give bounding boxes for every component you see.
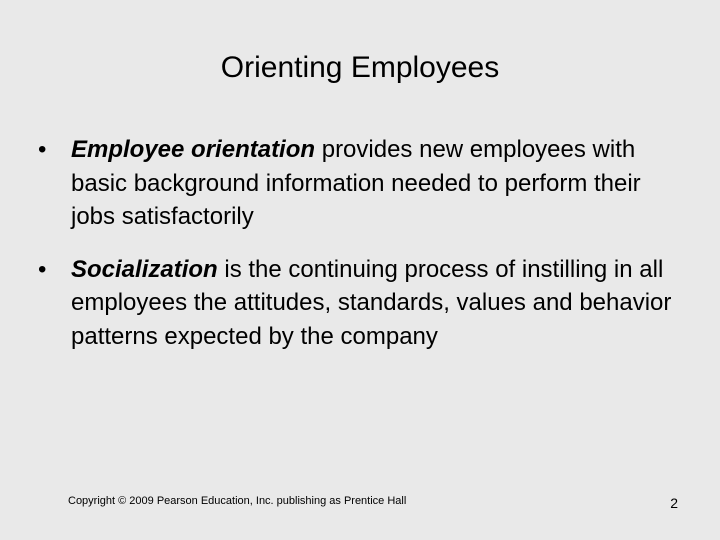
bullet-marker: • [38, 136, 47, 163]
page-number: 2 [670, 495, 678, 511]
bullet-text: provides new employees with basic background information needed to perform their jobs satisfactorily [71, 136, 641, 230]
bullet-term: Employee orientation [71, 136, 316, 163]
bullet-term: Socialization [71, 255, 218, 283]
bullet-marker: • [38, 255, 47, 283]
bullet-item-employee-orientation [38, 133, 688, 234]
bullet-list [38, 133, 688, 372]
slide-title: Orienting Employees [220, 51, 500, 84]
bullet-text: is the continuing process of instilling in all employees the attitudes, standards, values and behavior patterns expected by the company [71, 255, 672, 350]
footer-copyright: Copyright © 2009 Pearson Education, Inc. publishing as Prentice Hall [68, 495, 407, 507]
bullet-item-socialization [38, 253, 688, 354]
